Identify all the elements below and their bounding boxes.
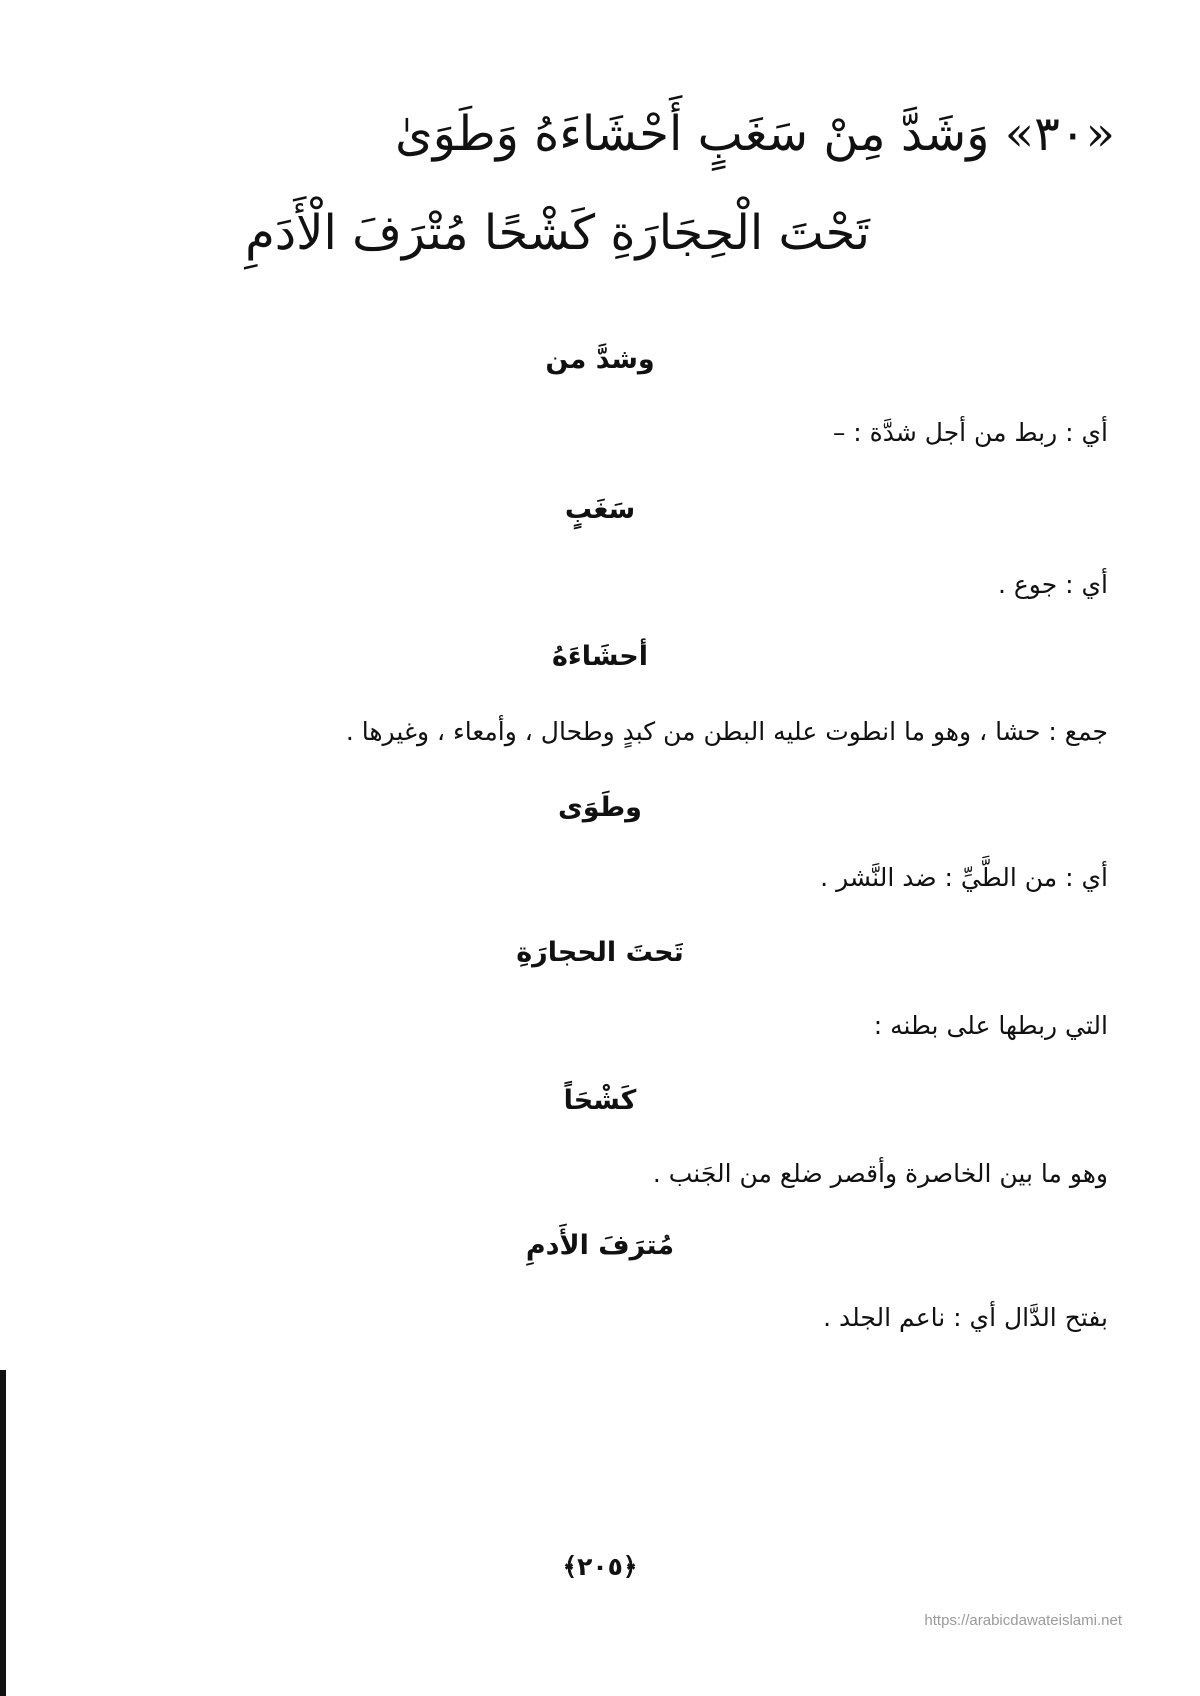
glossary-meaning: وهو ما بين الخاصرة وأقصر ضلع من الجَنب . xyxy=(652,1159,1108,1188)
glossary-term: تَحتَ الحجارَةِ xyxy=(516,937,684,968)
glossary-meaning: أي : من الطَّيِّ : ضد النَّشر . xyxy=(820,863,1108,892)
verse-line-2: تَحْتَ الْحِجَارَةِ كَشْحًا مُتْرَفَ الْأَدَمِ xyxy=(245,205,870,261)
verse-line-1: «٣٠» وَشَدَّ مِنْ سَغَبٍ أَحْشَاءَهُ وَطَوَىٰ xyxy=(395,106,1115,162)
page-edge-shadow xyxy=(0,1370,6,1696)
glossary-term: سَغَبٍ xyxy=(564,494,636,525)
glossary-term: كَشْحَاً xyxy=(563,1085,637,1116)
glossary-term: مُترَفَ الأَدمِ xyxy=(525,1230,675,1261)
glossary-term: وطَوَى xyxy=(558,792,642,823)
glossary-meaning: أي : جوع . xyxy=(997,570,1108,599)
glossary-meaning: جمع : حشا ، وهو ما انطوت عليه البطن من كبدٍ وطحال ، وأمعاء ، وغيرها . xyxy=(345,717,1108,746)
page-number: ﴿٢٠٥﴾ xyxy=(562,1552,638,1581)
glossary-term: أحشَاءَهُ xyxy=(551,641,649,672)
glossary-meaning: التي ربطها على بطنه : xyxy=(873,1011,1108,1040)
glossary-meaning: أي : ربط من أجل شدَّة : – xyxy=(832,418,1108,447)
glossary-meaning: بفتح الدَّال أي : ناعم الجلد . xyxy=(823,1303,1108,1332)
source-watermark: https://arabicdawateislami.net xyxy=(924,1612,1122,1629)
glossary-term: وشدَّ من xyxy=(545,344,655,375)
